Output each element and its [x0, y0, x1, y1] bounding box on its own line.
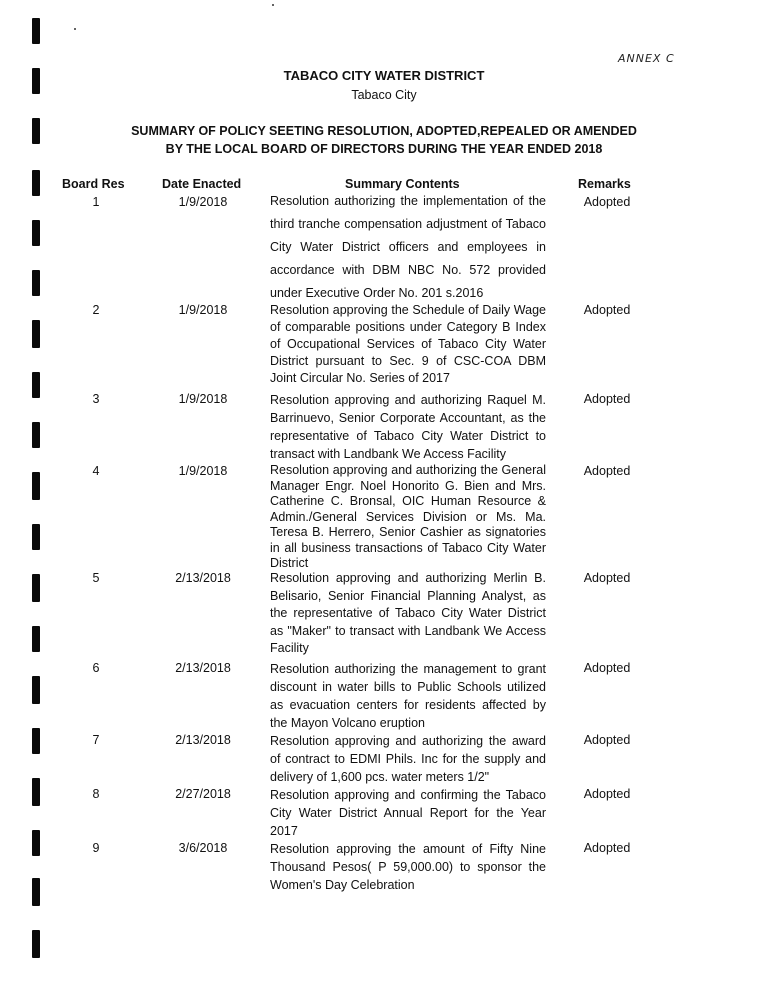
board-res-number: 1: [92, 195, 100, 209]
scan-speck: [272, 4, 274, 6]
date-enacted: 2/13/2018: [175, 571, 231, 585]
binder-mark: [32, 220, 40, 246]
remarks: Adopted: [583, 787, 631, 801]
binder-mark: [32, 878, 40, 906]
remarks: Adopted: [583, 841, 631, 855]
binder-mark: [32, 170, 40, 196]
document-title-line2: BY THE LOCAL BOARD OF DIRECTORS DURING THE YEAR ENDED 2018: [165, 142, 603, 156]
binder-mark: [32, 830, 40, 856]
remarks: Adopted: [583, 303, 631, 317]
city-name: Tabaco City: [351, 88, 417, 102]
binder-mark: [32, 472, 40, 500]
summary-contents: Resolution approving and authorizing the General Manager Engr. Noel Honorito G. Bien and Mrs. Catherine C. Bronsal, OIC Human Resource & Admin./General Services Division or Ms. Ma. Teresa B. Herrero, Senior Cashier as signatories in all business transactions of Tabaco City Water District: [270, 463, 546, 570]
board-res-number: 7: [92, 733, 100, 747]
binder-mark: [32, 930, 40, 958]
binder-mark: [32, 626, 40, 652]
column-header-board-res: Board Res: [62, 177, 125, 191]
board-res-number: 9: [92, 841, 100, 855]
board-res-number: 5: [92, 571, 100, 585]
annex-note: ANNEX C: [618, 52, 675, 65]
binder-mark: [32, 676, 40, 704]
remarks: Adopted: [583, 392, 631, 406]
date-enacted: 1/9/2018: [178, 303, 228, 317]
binder-mark: [32, 18, 40, 44]
remarks: Adopted: [583, 195, 631, 209]
binder-mark: [32, 524, 40, 550]
summary-contents: Resolution approving and authorizing Merlin B. Belisario, Senior Financial Planning Analyst, as the representative of Tabaco City Water District as "Maker" to transact with Landbank We Access Facility: [270, 571, 546, 655]
binder-mark: [32, 778, 40, 806]
document-title-line1: SUMMARY OF POLICY SEETING RESOLUTION, ADOPTED,REPEALED OR AMENDED: [131, 124, 637, 138]
summary-contents: Resolution approving and authorizing Raquel M. Barrinuevo, Senior Corporate Accountant, as the representative of Tabaco City Water District to transact with Landbank We Access Facility: [270, 393, 546, 461]
summary-contents: Resolution authorizing the management to grant discount in water bills to Public Schools utilized as evacuation centers for residents affected by the Mayon Volcano eruption: [270, 662, 546, 730]
summary-contents: Resolution approving the amount of Fifty Nine Thousand Pesos( P 59,000.00) to sponsor the Women's Day Celebration: [270, 842, 546, 892]
binder-mark: [32, 270, 40, 296]
binder-mark: [32, 422, 40, 448]
date-enacted: 2/27/2018: [175, 787, 231, 801]
date-enacted: 2/13/2018: [175, 661, 231, 675]
binder-mark: [32, 372, 40, 398]
date-enacted: 1/9/2018: [178, 392, 228, 406]
date-enacted: 3/6/2018: [178, 841, 228, 855]
binder-mark: [32, 728, 40, 754]
summary-contents: Resolution authorizing the implementation of the third tranche compensation adjustment of Tabaco City Water District officers and employees in accordance with DBM NBC No. 572 provided under Executive Order No. 201 s.2016: [270, 194, 546, 300]
board-res-number: 4: [92, 464, 100, 478]
column-header-summary: Summary Contents: [345, 177, 460, 191]
board-res-number: 8: [92, 787, 100, 801]
binder-mark: [32, 574, 40, 602]
remarks: Adopted: [583, 733, 631, 747]
column-header-date-enacted: Date Enacted: [162, 177, 242, 191]
column-header-remarks: Remarks: [578, 177, 631, 191]
remarks: Adopted: [583, 661, 631, 675]
remarks: Adopted: [583, 464, 631, 478]
remarks: Adopted: [583, 571, 631, 585]
board-res-number: 3: [92, 392, 100, 406]
organization-name: TABACO CITY WATER DISTRICT: [283, 68, 485, 83]
date-enacted: 1/9/2018: [178, 464, 228, 478]
summary-contents: Resolution approving and confirming the Tabaco City Water District Annual Report for the Year 2017: [270, 788, 546, 838]
summary-contents: Resolution approving the Schedule of Daily Wage of comparable positions under Category B Index of Occupational Services of Tabaco City Water District pursuant to Sec. 9 of CSC-COA DBM Joint Circular No. Series of 2017: [270, 303, 546, 385]
board-res-number: 6: [92, 661, 100, 675]
date-enacted: 1/9/2018: [178, 195, 228, 209]
summary-contents: Resolution approving and authorizing the award of contract to EDMI Phils. Inc for the supply and delivery of 1,600 pcs. water meters 1/2": [270, 734, 546, 784]
date-enacted: 2/13/2018: [175, 733, 231, 747]
board-res-number: 2: [92, 303, 100, 317]
binder-mark: [32, 320, 40, 348]
scan-speck: [74, 28, 76, 30]
